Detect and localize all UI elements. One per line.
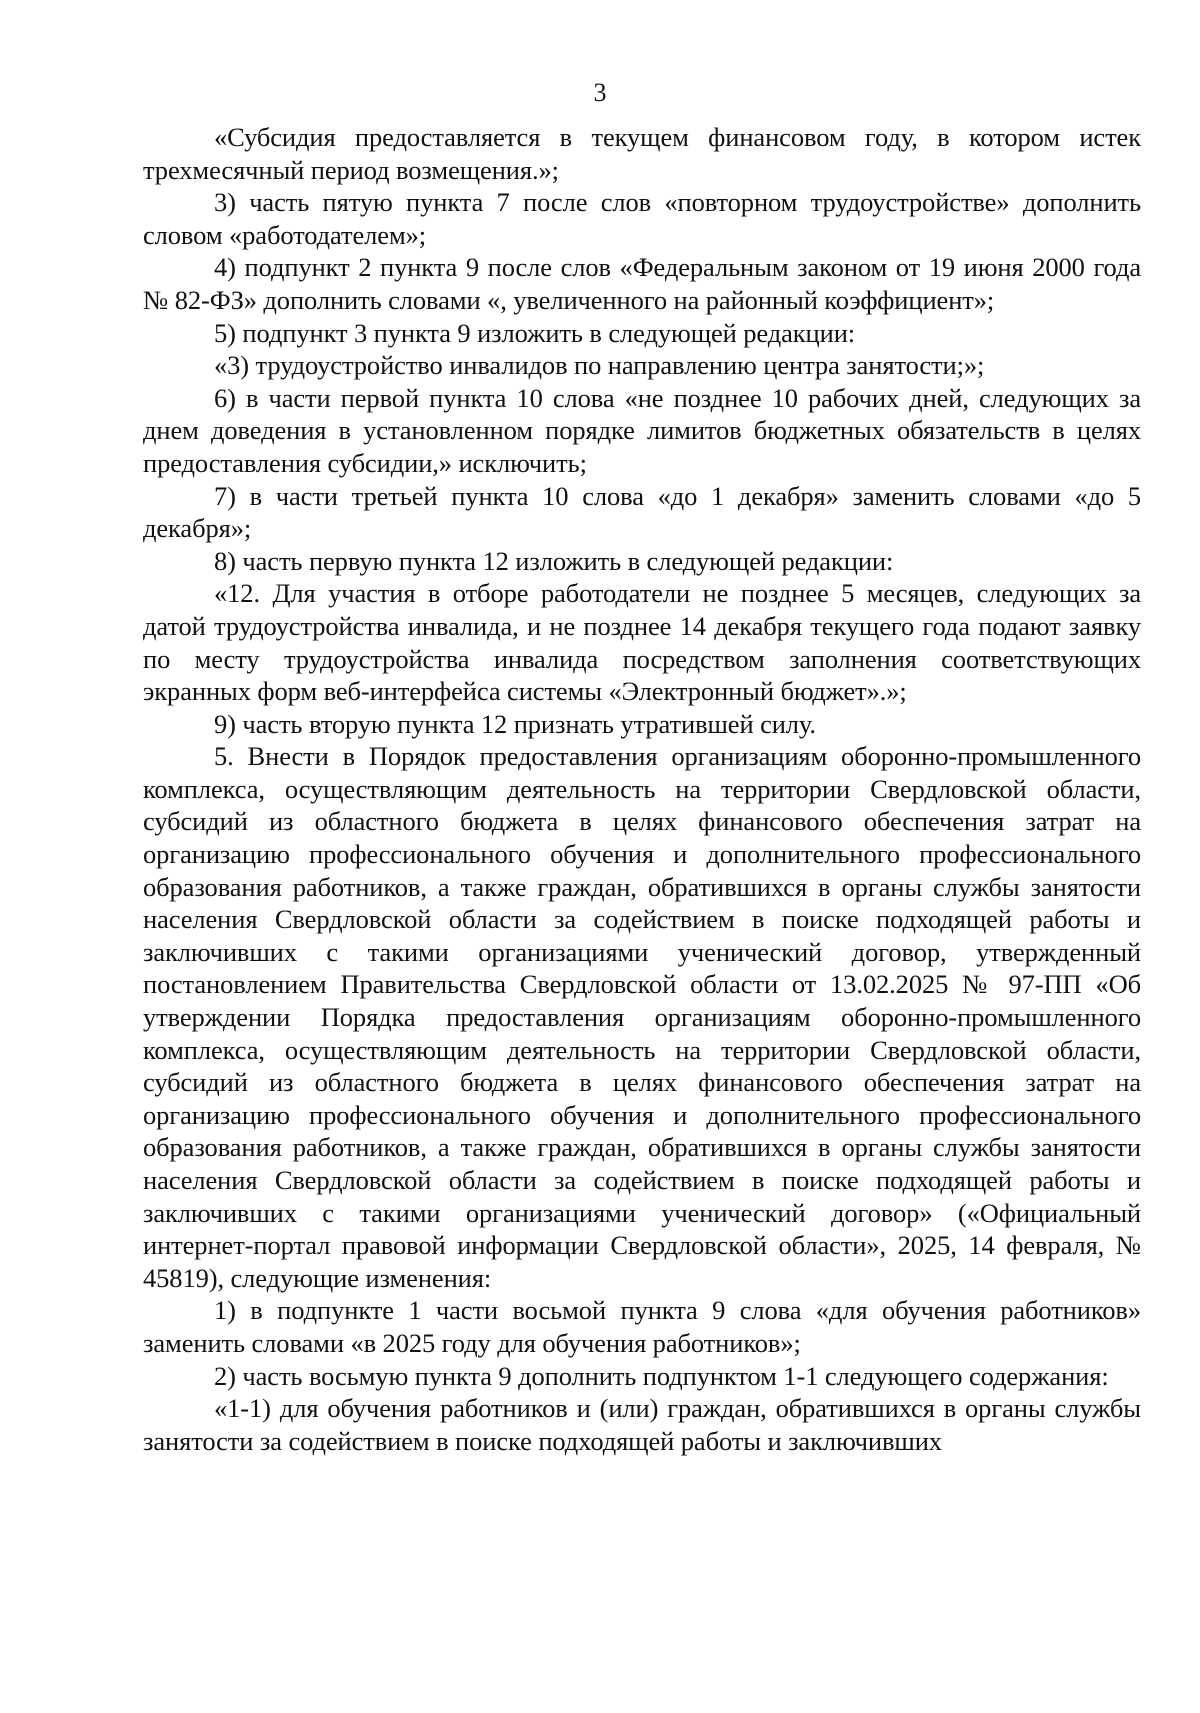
paragraph: «3) трудоустройство инвалидов по направлению центра занятости;»; — [214, 350, 985, 381]
page-number: 3 — [593, 78, 607, 107]
paragraph: 5) подпункт 3 пункта 9 изложить в следующей редакции: — [214, 317, 856, 348]
document-body — [143, 121, 1141, 1457]
paragraph: 6) в части первой пункта 10 слова «не позднее 10 рабочих дней, следующих за днем доведения в установленном порядке лимитов бюджетных обязательств в целях предоставления субсидии,» исключить; — [143, 382, 1141, 478]
paragraph: «Субсидия предоставляется в текущем финансовом году, в котором истек трехмесячный период возмещения.»; — [143, 122, 1141, 185]
paragraph: 3) часть пятую пункта 7 после слов «повторном трудоустройстве» дополнить словом «работодателем»; — [143, 187, 1141, 250]
paragraph: 8) часть первую пункта 12 изложить в следующей редакции: — [214, 545, 894, 576]
paragraph: 4) подпункт 2 пункта 9 после слов «Федеральным законом от 19 июня 2000 года № 82-ФЗ» дополнить словами «, увеличенного на районный коэффициент»; — [143, 252, 1141, 315]
paragraph: 1) в подпункте 1 части восьмой пункта 9 слова «для обучения работников» заменить словами «в 2025 году для обучения работников»; — [143, 1295, 1141, 1358]
paragraph: «1-1) для обучения работников и (или) граждан, обратившихся в органы службы занятости за содействием в поиске подходящей работы и заключивших — [143, 1393, 1141, 1456]
paragraph: 5. Внести в Порядок предоставления организациям оборонно-промышленного комплекса, осуществляющим деятельность на территории Свердловской области, субсидий из областного бюджета в целях финансового обеспечения затрат на организацию профессионального обучения и дополнительного профессионального образования работников, а также граждан, обратившихся в органы службы занятости населения Свердловской области за содействием в поиске подходящей работы и заключивших с такими организациями ученический договор, утвержденный постановлением Правительства Свердловской области от 13.02.2025 № 97-ПП «Об утверждении Порядка предоставления организациям оборонно-промышленного комплекса, осуществляющим деятельность на территории Свердловской области, субсидий из областного бюджета в целях финансового обеспечения затрат на организацию профессионального обучения и дополнительного профессионального образования работников, а также граждан, обратившихся в органы службы занятости населения Свердловской области за содействием в поиске подходящей работы и заключивших с такими организациями ученический договор» («Официальный интернет-портал правовой информации Свердловской области», 2025, 14 февраля, № 45819), следующие изменения: — [143, 741, 1141, 1293]
paragraph: 7) в части третьей пункта 10 слова «до 1 декабря» заменить словами «до 5 декабря»; — [143, 480, 1141, 544]
paragraph: «12. Для участия в отборе работодатели не позднее 5 месяцев, следующих за датой трудоустройства инвалида, и не позднее 14 декабря текущего года подают заявку по месту трудоустройства инвалида посредством заполнения соответствующих экранных форм веб-интерфейса системы «Электронный бюджет».»; — [143, 578, 1141, 707]
paragraph: 2) часть восьмую пункта 9 дополнить подпунктом 1-1 следующего содержания: — [214, 1360, 1109, 1391]
paragraph: 9) часть вторую пункта 12 признать утратившей силу. — [214, 708, 816, 739]
